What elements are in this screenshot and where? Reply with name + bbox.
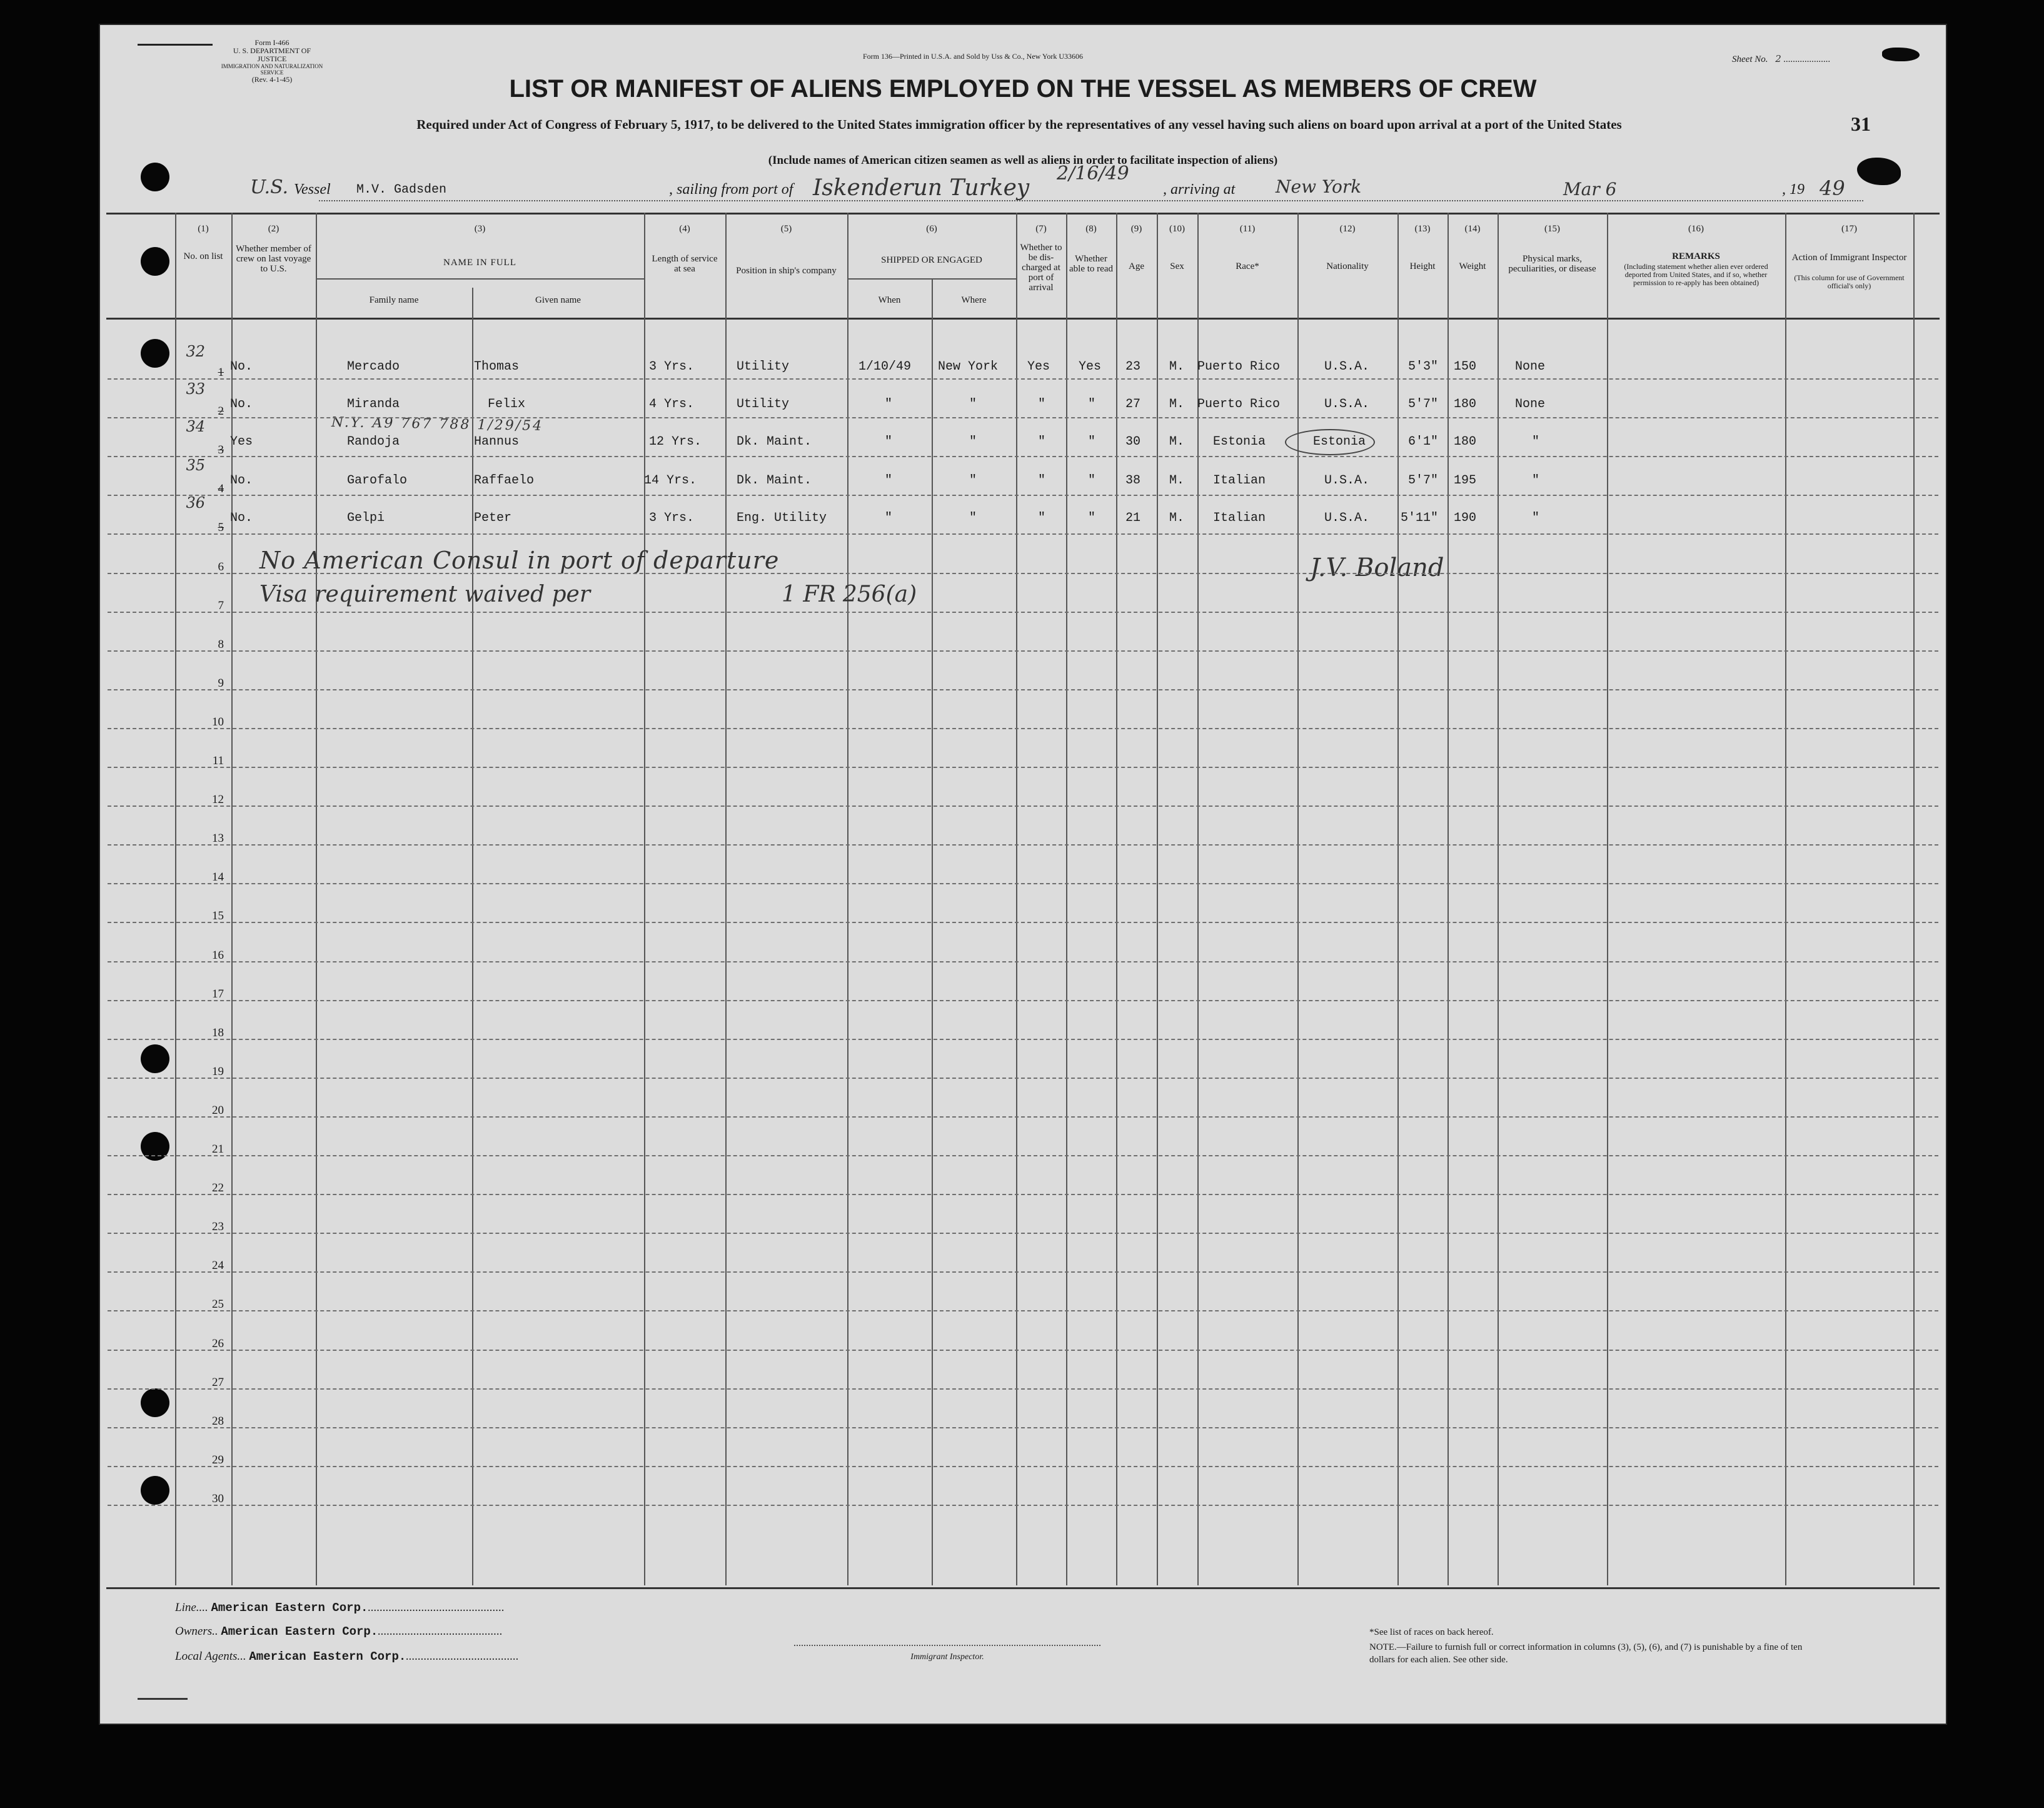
age-cell: 38 [1125,473,1141,488]
empty-row-number: 16 [212,949,224,962]
row-rule [108,922,1938,923]
row-rule [108,1505,1938,1506]
row-rule [108,767,1938,768]
dept-name: U. S. DEPARTMENT OF JUSTICE [233,46,311,63]
colnum-16: (16) [1688,224,1704,234]
given-name-cell: Hannus [474,435,520,449]
marks-cell: None [1515,360,1546,374]
punch-hole [141,247,169,276]
col-header-when: When [878,295,901,305]
hand-row-number: 32 [186,343,205,360]
row-rule [108,689,1938,690]
col-header-service: Length of service at sea [652,254,718,274]
colnum-9: (9) [1130,224,1142,234]
read-cell: " [1088,397,1096,412]
col-header-height: Height [1409,261,1436,271]
ink-blot [1882,48,1920,61]
last-voyage-cell: Yes [230,435,253,449]
sheet-label: Sheet No. 2 .................... [1732,53,1831,64]
shipped-subrule [847,278,1016,280]
empty-row-number: 19 [212,1065,224,1078]
last-voyage-cell: No. [230,397,253,412]
sex-cell: M. [1169,473,1185,488]
year-prefix: , 19 [1782,181,1805,198]
empty-row-number: 10 [212,715,224,729]
footer-agents: Local Agents... American Eastern Corp....................................... [175,1650,519,1664]
empty-row-number: 12 [212,793,224,806]
printed-row-number: 2 [218,405,224,418]
last-voyage-cell: No. [230,360,253,374]
form-revision: (Rev. 4-1-45) [251,75,293,84]
nationality-circle [1285,429,1375,455]
service-cell: 12 Yrs. [649,435,702,449]
where-cell: " [969,397,977,412]
marks-cell: " [1532,511,1540,525]
col-line-8 [1066,213,1067,1585]
discharged-cell: " [1038,397,1046,412]
printed-row-number: 4 [218,482,224,495]
col-header-last-voyage: Whether member of crew on last voyage to U.S. [236,244,311,274]
col-line-6 [847,213,848,1585]
nationality-cell: U.S.A. [1324,397,1370,412]
col-header-read: Whether able to read [1069,254,1113,274]
colnum-7: (7) [1035,224,1047,234]
empty-row-number: 29 [212,1453,224,1467]
weight-cell: 150 [1454,360,1477,374]
col-line-5 [725,213,727,1585]
family-name-cell: Mercado [347,360,400,374]
row-rule [108,1116,1938,1118]
nationality-cell: U.S.A. [1324,360,1370,374]
col-line-17 [1785,213,1786,1585]
marks-cell: " [1532,435,1540,449]
row-rule [108,1271,1938,1273]
vessel-line [250,163,1876,206]
colnum-12: (12) [1339,224,1356,234]
row-rule [108,456,1938,457]
height-cell: 5'3" [1408,360,1439,374]
empty-row-number: 21 [212,1143,224,1156]
consul-note-line2: Visa requirement waived per [259,582,591,607]
sex-cell: M. [1169,435,1185,449]
empty-row-number: 8 [218,638,224,651]
last-voyage-cell: No. [230,511,253,525]
page-title: LIST OR MANIFEST OF ALIENS EMPLOYED ON THE VESSEL AS MEMBERS OF CREW [509,75,1537,103]
printed-row-number: 1 [218,366,224,379]
weight-cell: 195 [1454,473,1477,488]
col-header-given: Given name [535,295,581,305]
position-cell: Dk. Maint. [737,473,812,488]
row-rule [108,378,1938,380]
height-cell: 5'11" [1401,511,1439,525]
col-header-family: Family name [369,295,419,305]
sex-cell: M. [1169,397,1185,412]
read-cell: " [1088,435,1096,449]
row-rule [108,1039,1938,1040]
when-cell: " [885,511,893,525]
race-cell: Puerto Rico [1197,397,1281,412]
weight-cell: 180 [1454,397,1477,412]
height-cell: 5'7" [1408,473,1439,488]
read-cell: " [1088,473,1096,488]
col-line-9 [1116,213,1117,1585]
citation-note: 1 FR 256(a) [782,582,917,607]
inspector-signature-line [794,1645,1100,1646]
col-header-sex: Sex [1170,261,1184,271]
arriving-label: , arriving at [1163,181,1236,198]
row-rule [108,1233,1938,1234]
col-header-nationality: Nationality [1326,261,1369,271]
when-cell: 1/10/49 [858,360,912,374]
row-rule [108,533,1938,535]
col-header-no: No. on list [183,251,223,261]
page-subtitle: Required under Act of Congress of February 5, 1917, to be delivered to the United States immigration officer by the representatives of any vessel having such aliens on board upon arrival at a port of the United States [416,117,1622,132]
punch-hole [141,1476,169,1505]
col-header-discharged: Whether to be dis-charged at port of arrival [1020,243,1062,293]
races-note: *See list of races on back hereof. [1369,1627,1494,1637]
row-rule [108,961,1938,962]
given-name-cell: Thomas [474,360,520,374]
colnum-15: (15) [1544,224,1560,234]
race-cell: Puerto Rico [1197,360,1281,374]
col-header-where: Where [961,295,987,305]
empty-row-number: 26 [212,1337,224,1350]
family-name-cell: Garofalo [347,473,408,488]
when-cell: " [885,397,893,412]
when-cell: " [885,435,893,449]
colnum-13: (13) [1414,224,1431,234]
empty-row-number: 30 [212,1492,224,1505]
name-subrule [316,278,644,280]
discharged-cell: Yes [1027,360,1050,374]
row-rule [108,1427,1938,1428]
col-line-3a [472,288,473,1585]
page-subnote: (Include names of American citizen seamen as well as aliens in order to facilitate inspection of aliens) [768,154,1278,167]
sheet-label-text: Sheet No. [1732,54,1768,64]
alien-registration-note: N.Y. A9 767 788 1/29/54 [331,415,544,434]
empty-row-number: 13 [212,832,224,845]
nationality-cell: U.S.A. [1324,473,1370,488]
colnum-4: (4) [679,224,690,234]
service-name: IMMIGRATION AND NATURALIZATION SERVICE [221,63,323,76]
row-rule [108,806,1938,807]
service-cell: 3 Yrs. [649,511,695,525]
last-voyage-cell: No. [230,473,253,488]
position-cell: Utility [737,397,790,412]
header-bottom-rule [106,318,1940,320]
where-cell: " [969,435,977,449]
col-header-marks: Physical marks, peculiarities, or disease [1508,254,1596,274]
sex-cell: M. [1169,360,1185,374]
colnum-3: (3) [474,224,486,234]
col-header-weight: Weight [1459,261,1486,271]
sailing-label: , sailing from port of [669,181,793,198]
col-line-15 [1498,213,1499,1585]
sailing-port: Iskenderun Turkey [813,175,1030,201]
row-rule [108,1000,1938,1001]
race-cell: Italian [1213,473,1266,488]
sailing-date: 2/16/49 [1057,163,1129,184]
nationality-cell: Estonia [1313,435,1366,449]
col-header-name: NAME IN FULL [443,258,516,268]
col-line-12 [1297,213,1299,1585]
us-mark: U.S. [250,176,289,198]
col-header-position: Position in ship's company [736,266,837,276]
hand-row-number: 36 [186,494,205,512]
given-name-cell: Felix [488,397,526,412]
row-rule [108,573,1938,574]
hand-row-number: 34 [186,418,205,435]
empty-row-number: 7 [218,599,224,612]
col-header-inspector-note: (This column for use of Government official's only) [1794,273,1905,290]
colnum-6: (6) [926,224,937,234]
row-rule [108,1155,1938,1156]
height-cell: 6'1" [1408,435,1439,449]
footer-line: Line.... American Eastern Corp............................................... [175,1601,505,1615]
service-cell: 4 Yrs. [649,397,695,412]
empty-row-number: 14 [212,871,224,884]
agents-label: Local Agents [175,1650,238,1663]
manifest-sheet [100,25,1946,1724]
consul-note-line1: No American Consul in port of departure [259,547,780,574]
family-name-cell: Miranda [347,397,400,412]
col-header-remarks: REMARKS [1672,251,1720,261]
row-rule [108,844,1938,846]
row-rule [108,417,1938,418]
empty-row-number: 18 [212,1026,224,1039]
agents-value: American Eastern Corp. [249,1650,406,1664]
row-rule [108,1388,1938,1390]
footer-pen-mark [138,1698,188,1700]
penalty-note: NOTE.—Failure to furnish full or correct information in columns (3), (5), (6), and (7) is punishable by a fine of ten dollars for each alien. See other side. [1369,1642,1803,1665]
arriving-port: New York [1276,176,1362,197]
when-cell: " [885,473,893,488]
family-name-cell: Randoja [347,435,400,449]
age-cell: 30 [1125,435,1141,449]
empty-row-number: 20 [212,1104,224,1117]
age-cell: 23 [1125,360,1141,374]
footer-owners: Owners.. American Eastern Corp........................................... [175,1625,503,1639]
owners-label: Owners [175,1625,213,1638]
col-header-age: Age [1129,261,1144,271]
colnum-17: (17) [1841,224,1857,234]
row-rule [108,612,1938,613]
empty-row-number: 27 [212,1376,224,1389]
empty-row-number: 6 [218,560,224,573]
vessel-name: M.V. Gadsden [356,183,447,197]
col-line-2 [231,213,233,1585]
empty-row-number: 28 [212,1415,224,1428]
col-line-14 [1447,213,1449,1585]
col-header-inspector: Action of Immigrant Inspector [1791,253,1907,263]
form-number: Form I-466 [254,38,289,47]
discharged-cell: " [1038,511,1046,525]
arrival-date: Mar 6 [1563,179,1617,199]
position-cell: Dk. Maint. [737,435,812,449]
row-rule [108,1310,1938,1311]
empty-row-number: 11 [212,754,224,767]
colnum-2: (2) [268,224,279,234]
given-name-cell: Peter [474,511,512,525]
position-cell: Utility [737,360,790,374]
inspector-initials: J.V. Boland [1310,553,1444,582]
family-name-cell: Gelpi [347,511,385,525]
col-line-16 [1607,213,1608,1585]
page-stamp-number: 31 [1851,113,1871,135]
hand-row-number: 35 [186,457,205,474]
sheet-number: 2 [1775,53,1781,64]
row-rule [108,495,1938,496]
read-cell: Yes [1079,360,1102,374]
col-header-shipped: SHIPPED OR ENGAGED [881,255,982,265]
punch-hole [141,1132,169,1161]
colnum-5: (5) [780,224,792,234]
colnum-10: (10) [1169,224,1185,234]
given-name-cell: Raffaelo [474,473,535,488]
hand-row-number: 33 [186,380,205,398]
where-cell: " [969,473,977,488]
row-rule [108,650,1938,652]
race-cell: Estonia [1213,435,1266,449]
empty-row-number: 22 [212,1181,224,1194]
row-rule [108,1194,1938,1195]
row-rule [108,883,1938,884]
read-cell: " [1088,511,1096,525]
discharged-cell: " [1038,473,1046,488]
marks-cell: None [1515,397,1546,412]
empty-row-number: 15 [212,909,224,922]
line-label: Line [175,1601,196,1614]
empty-row-number: 23 [212,1220,224,1233]
owners-value: American Eastern Corp. [221,1625,378,1639]
colnum-1: (1) [198,224,209,234]
printed-row-number: 5 [218,521,224,534]
empty-row-number: 17 [212,987,224,1001]
age-cell: 27 [1125,397,1141,412]
row-rule [108,728,1938,729]
col-line-4 [644,213,645,1585]
colnum-8: (8) [1085,224,1097,234]
weight-cell: 190 [1454,511,1477,525]
col-line-11 [1197,213,1199,1585]
inspector-label: Immigrant Inspector. [910,1652,984,1662]
printed-row-number: 3 [218,443,224,457]
where-cell: New York [938,360,999,374]
row-rule [108,1350,1938,1351]
discharged-cell: " [1038,435,1046,449]
col-line-13 [1397,213,1399,1585]
line-value: American Eastern Corp. [211,1601,368,1615]
sex-cell: M. [1169,511,1185,525]
colnum-11: (11) [1239,224,1256,234]
service-cell: 3 Yrs. [649,360,695,374]
punch-hole [141,1388,169,1417]
empty-row-number: 24 [212,1259,224,1272]
col-line-10 [1157,213,1158,1585]
colnum-14: (14) [1464,224,1481,234]
pen-mark [138,44,213,46]
punch-hole [141,339,169,368]
empty-row-number: 25 [212,1298,224,1311]
vessel-underline [319,200,1863,201]
where-cell: " [969,511,977,525]
empty-row-number: 9 [218,677,224,690]
col-header-remarks-note: (Including statement whether alien ever ordered deported from United States, and if so, whether permission to re-apply has been obtained) [1624,262,1768,287]
vessel-label: Vessel [294,181,331,198]
punch-hole [141,163,169,191]
age-cell: 21 [1125,511,1141,525]
col-line-7 [1016,213,1017,1585]
marks-cell: " [1532,473,1540,488]
col-header-race: Race* [1236,261,1259,271]
printer-line: Form 136—Printed in U.S.A. and Sold by Uss & Co., New York U33606 [863,52,1084,61]
row-rule [108,1078,1938,1079]
col-line-end [1913,213,1915,1585]
col-line-3 [316,213,317,1585]
punch-hole [141,1044,169,1073]
nationality-cell: U.S.A. [1324,511,1370,525]
year-value: 49 [1820,176,1845,200]
service-cell: 14 Yrs. [644,473,697,488]
height-cell: 5'7" [1408,397,1439,412]
race-cell: Italian [1213,511,1266,525]
position-cell: Eng. Utility [737,511,827,525]
row-rule [108,1466,1938,1467]
weight-cell: 180 [1454,435,1477,449]
